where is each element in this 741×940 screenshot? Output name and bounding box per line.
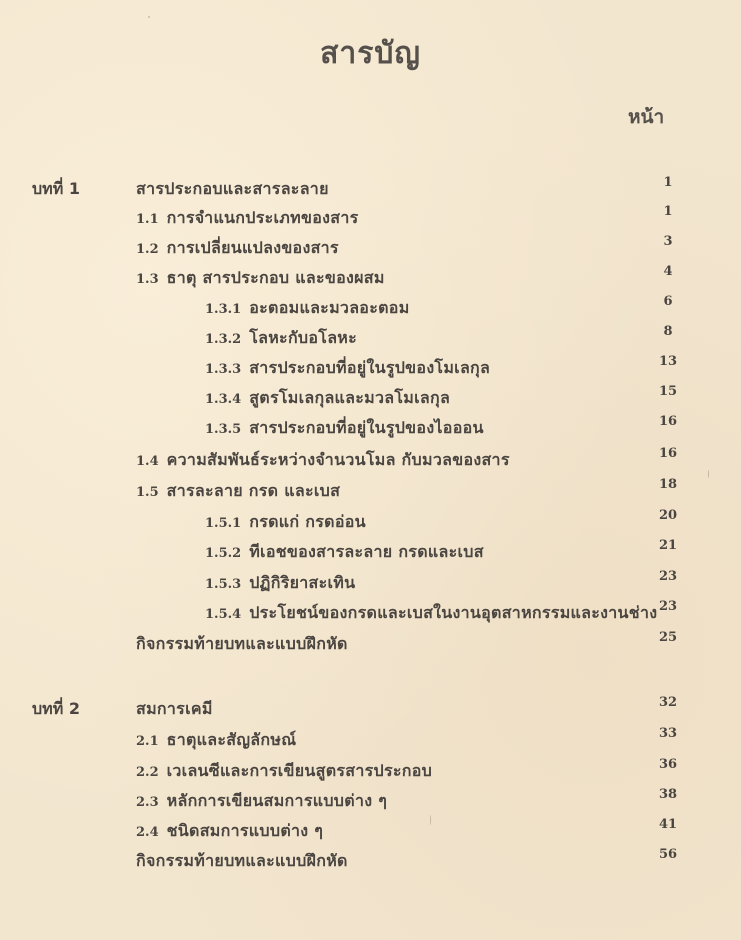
toc-entry[interactable] xyxy=(0,819,741,847)
entry-text: กิจกรรมท้ายบทและแบบฝึกหัด xyxy=(136,634,348,653)
toc-chapter-row[interactable] xyxy=(0,697,741,725)
entry-text: 1.3.4 สูตรโมเลกุลและมวลโมเลกุล xyxy=(205,388,451,407)
entry-text: 1.5.1 กรดแก่ กรดอ่อน xyxy=(205,512,366,531)
toc-entry[interactable] xyxy=(0,448,741,476)
paper-speck xyxy=(708,470,709,478)
entry-text: 1.5.3 ปฏิกิริยาสะเทิน xyxy=(205,573,356,592)
page-number: 36 xyxy=(658,757,678,772)
page-number: 16 xyxy=(658,446,678,461)
page-column-header: หน้า xyxy=(628,106,665,128)
page-title: สารบัญ xyxy=(320,36,421,71)
page-number: 13 xyxy=(658,354,678,369)
entry-text: 1.3 ธาตุ สารประกอบ และของผสม xyxy=(136,268,385,287)
chapter-title: สมการเคมี xyxy=(136,699,213,718)
page-number: 6 xyxy=(663,294,673,309)
entry-text: 1.2 การเปลี่ยนแปลงของสาร xyxy=(136,238,339,257)
page-number: 8 xyxy=(663,324,673,339)
toc-entry[interactable] xyxy=(0,266,741,294)
toc-entry[interactable] xyxy=(0,356,741,384)
toc-entry[interactable] xyxy=(0,849,741,877)
page-number: 3 xyxy=(663,234,673,249)
page-number: 23 xyxy=(658,599,678,614)
toc-entry[interactable] xyxy=(0,759,741,787)
entry-text: 1.1 การจำแนกประเภทของสาร xyxy=(136,208,359,227)
toc-chapter-row[interactable] xyxy=(0,177,741,205)
page-number: 1 xyxy=(663,175,673,190)
page-number: 38 xyxy=(658,787,678,802)
page-number: 23 xyxy=(658,569,678,584)
toc-entry[interactable] xyxy=(0,479,741,507)
toc-entry[interactable] xyxy=(0,789,741,817)
toc-entry[interactable] xyxy=(0,540,741,568)
entry-text: 1.5.4 ประโยชน์ของกรดและเบสในงานอุตสาหกรรมและงานช่าง xyxy=(205,603,658,622)
toc-entry[interactable] xyxy=(0,386,741,414)
entry-text: 1.5.2 ทีเอชของสารละลาย กรดและเบส xyxy=(205,542,484,561)
page-number: 20 xyxy=(658,508,678,523)
toc-entry[interactable] xyxy=(0,206,741,234)
entry-text: 1.3.3 สารประกอบที่อยู่ในรูปของโมเลกุล xyxy=(205,358,491,377)
entry-text: 2.4 ชนิดสมการแบบต่าง ๆ xyxy=(136,821,324,840)
page-number: 16 xyxy=(658,414,678,429)
toc-entry[interactable] xyxy=(0,632,741,660)
toc-entry[interactable] xyxy=(0,326,741,354)
entry-text: 2.3 หลักการเขียนสมการแบบต่าง ๆ xyxy=(136,791,388,810)
page-number: 32 xyxy=(658,695,678,710)
page-number: 21 xyxy=(658,538,678,553)
entry-text: 1.3.1 อะตอมและมวลอะตอม xyxy=(205,298,410,317)
entry-text: 2.1 ธาตุและสัญลักษณ์ xyxy=(136,730,297,749)
toc-entry[interactable] xyxy=(0,416,741,444)
toc-entry[interactable] xyxy=(0,601,741,629)
paper-speck xyxy=(430,815,431,825)
page-number: 1 xyxy=(663,204,673,219)
toc-entry[interactable] xyxy=(0,728,741,756)
entry-text: 2.2 เวเลนซีและการเขียนสูตรสารประกอบ xyxy=(136,761,433,780)
page-number: 18 xyxy=(658,477,678,492)
chapter-label: บทที่ 1 xyxy=(32,179,80,198)
page-number: 25 xyxy=(658,630,678,645)
page-number: 41 xyxy=(658,817,678,832)
page-number: 4 xyxy=(663,264,673,279)
toc-entry[interactable] xyxy=(0,236,741,264)
page-number: 56 xyxy=(658,847,678,862)
toc-entry[interactable] xyxy=(0,510,741,538)
entry-text: กิจกรรมท้ายบทและแบบฝึกหัด xyxy=(136,851,348,870)
entry-text: 1.3.5 สารประกอบที่อยู่ในรูปของไอออน xyxy=(205,418,484,437)
toc-entry[interactable] xyxy=(0,571,741,599)
toc-entry[interactable] xyxy=(0,296,741,324)
entry-text: 1.5 สารละลาย กรด และเบส xyxy=(136,481,341,500)
page-number: 15 xyxy=(658,384,678,399)
entry-text: 1.3.2 โลหะกับอโลหะ xyxy=(205,328,358,347)
chapter-title: สารประกอบและสารละลาย xyxy=(136,179,329,198)
page-number: 33 xyxy=(658,726,678,741)
entry-text: 1.4 ความสัมพันธ์ระหว่างจำนวนโมล กับมวลของสาร xyxy=(136,450,510,469)
paper-speck xyxy=(148,16,150,18)
chapter-label: บทที่ 2 xyxy=(32,699,80,718)
